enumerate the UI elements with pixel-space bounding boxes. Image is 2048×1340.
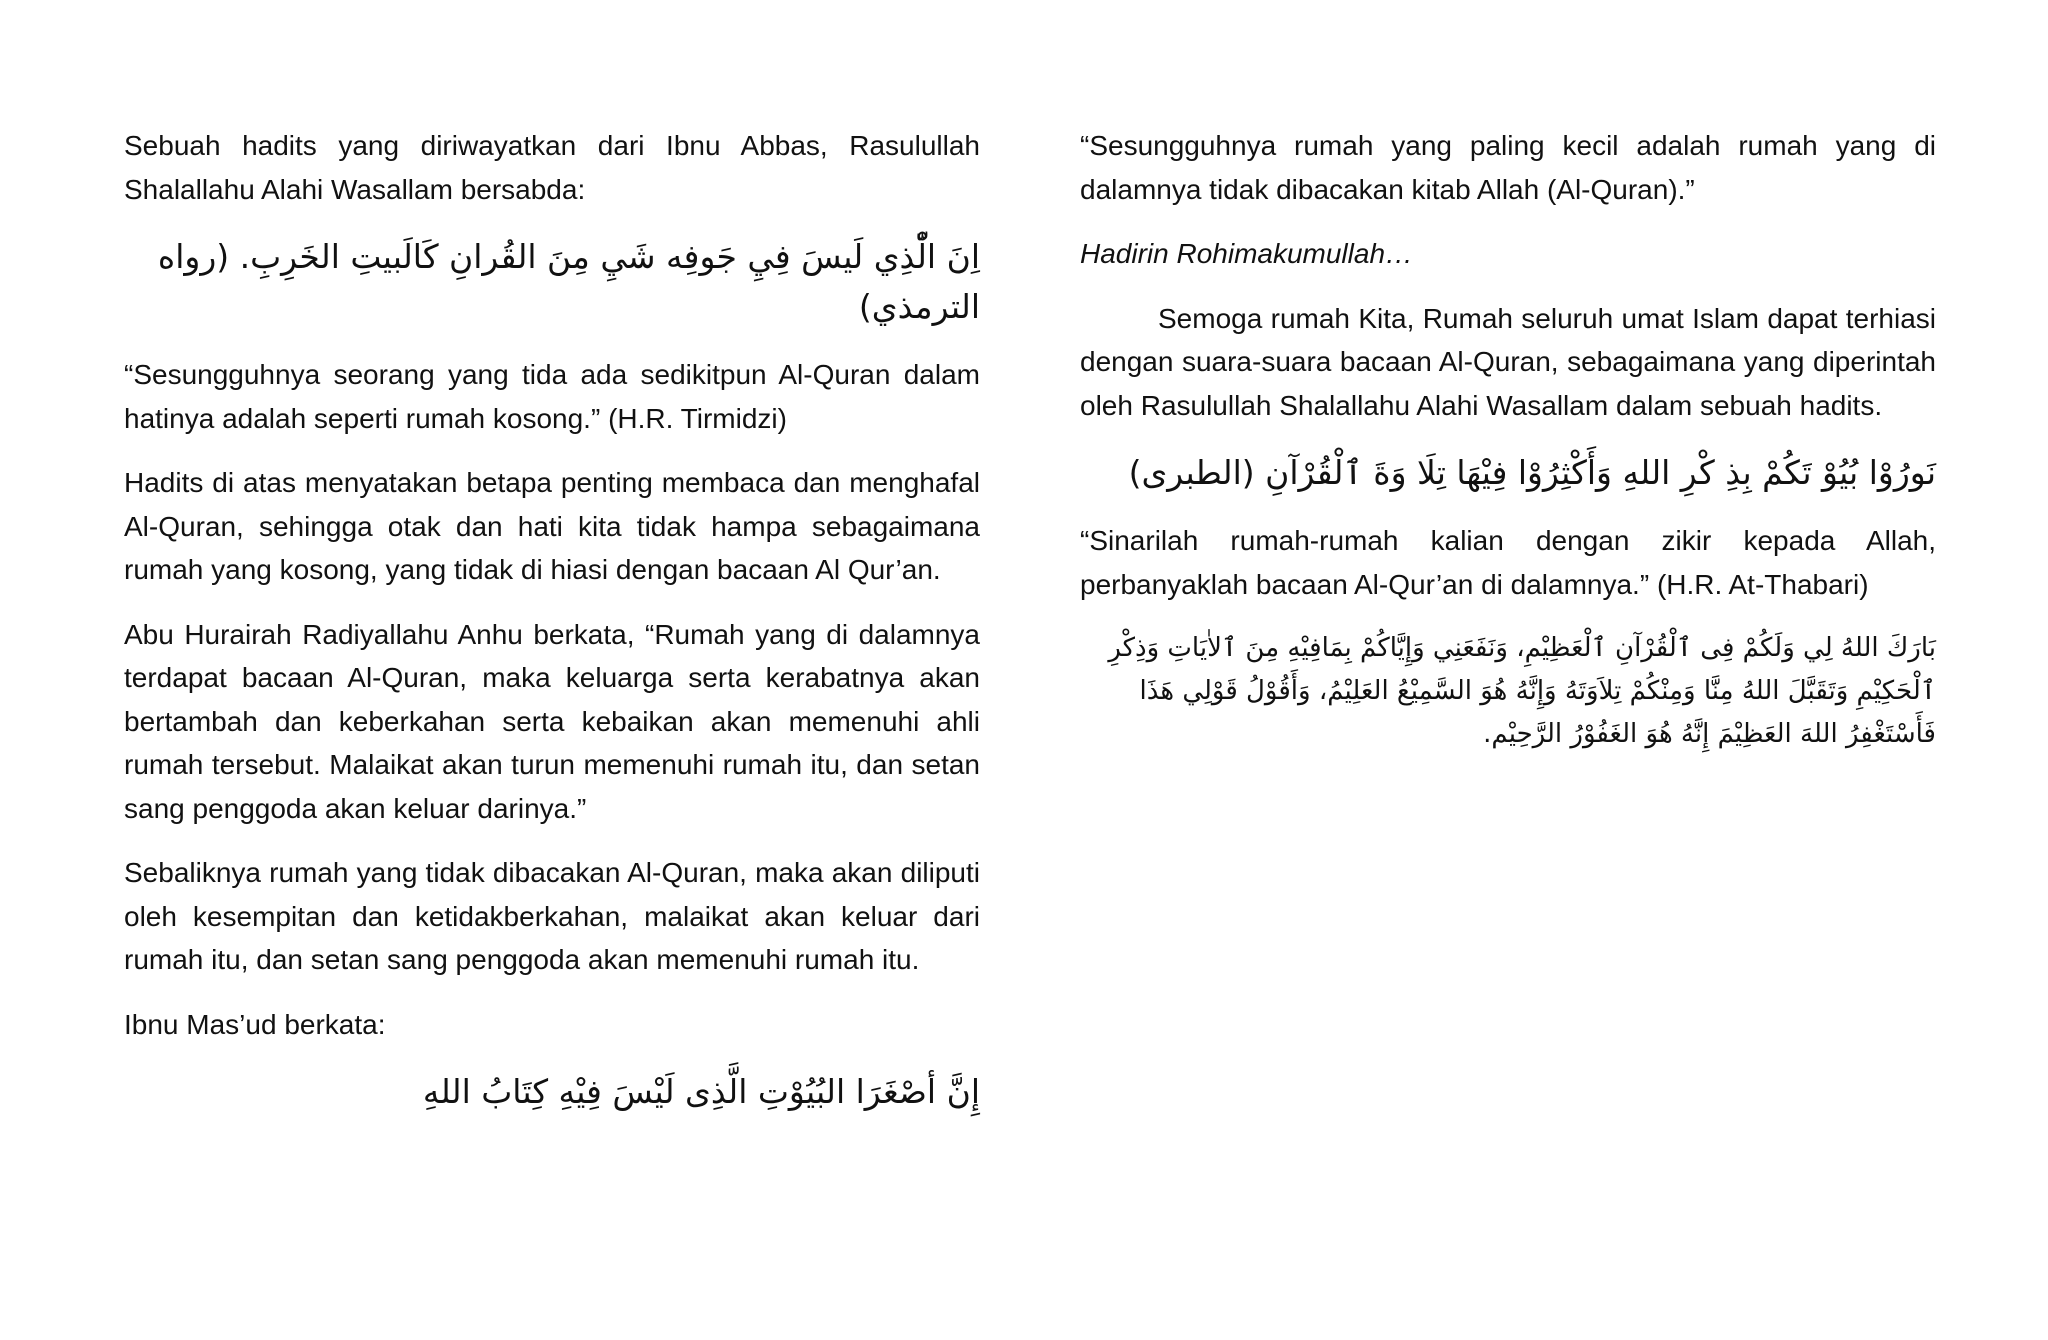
paragraph-hadith-explanation: Hadits di atas menyatakan betapa penting membaca dan menghafal Al-Quran, sehingga otak dan hati kita tidak hampa sebagaimana rumah yang kosong, yang tidak di hiasi dengan bacaan Al Qur’an. (124, 467, 980, 585)
paragraph-thabari-translation: “Sinarilah rumah-rumah kalian dengan zikir kepada Allah, perbanyaklah bacaan Al-Qur’an di dalamnya.” (H.R. At-Thabari) (1080, 525, 1936, 600)
arabic-closing-prayer: بَارَكَ اللهُ لِي وَلَكُمْ فِى ٱلْقُرْآنِ ٱلْعَظِيْمِ، وَنَفَعَنِي وَإِيَّاكُمْ بِمَافِيْهِ مِنَ ٱلاٰيَاتِ وَذِكْرِ ٱلْحَكِيْمِ وَتَقَبَّلَ اللهُ مِنَّا وَمِنْكُمْ تِلاَوَتَهُ وَإِنَّهُ هُوَ السَّمِيْعُ العَلِيْمُ، وَأَقُوْلُ قَوْلِي هَذَا فَأَسْتَغْفِرُ اللهَ العَظِيْمَ إِنَّهُ هُوَ الغَفُوْرُ الرَّحِيْم. (1108, 633, 1936, 749)
paragraph-hadith-translation: “Sesungguhnya seorang yang tida ada sedikitpun Al-Quran dalam hatinya adalah seperti rumah kosong.” (H.R. Tirmidzi) (124, 359, 980, 434)
left-column (124, 124, 980, 1138)
paragraph-hadirin: Hadirin Rohimakumullah… (1080, 238, 1414, 269)
paragraph-hadith-intro: Sebuah hadits yang diriwayatkan dari Ibnu Abbas, Rasulullah Shalallahu Alahi Wasallam bersabda: (124, 130, 980, 205)
arabic-hadith-thabari: نَورُوْا بُيُوْ تَكُمْ بِذِ كْرِ اللهِ وَأَكْثِرُوْا فِيْهَا تِلَا وَةَ ٱلْقُرْآنِ (الطبرى) (1128, 453, 1936, 492)
paragraph-ibnu-masud-translation: “Sesungguhnya rumah yang paling kecil adalah rumah yang di dalamnya tidak dibacakan kitab Allah (Al-Quran).” (1080, 130, 1936, 205)
paragraph-abu-hurairah: Abu Hurairah Radiyallahu Anhu berkata, “Rumah yang di dalamnya terdapat bacaan Al-Quran, maka keluarga serta kerabatnya akan bertambah dan keberkahan serta kebaikan akan memenuhi ahli rumah tersebut. Malaikat akan turun memenuhi rumah itu, dan setan sang penggoda akan keluar darinya.” (124, 618, 980, 824)
paragraph-sebaliknya: Sebaliknya rumah yang tidak dibacakan Al-Quran, maka akan diliputi oleh kesempitan dan ketidakberkahan, malaikat akan keluar dari rumah itu, dan setan sang penggoda akan memenuhi rumah itu. (124, 857, 980, 975)
arabic-hadith-tirmidzi: اِنَ الّْذِي لَيسَ فِيِ جَوفِه شَيِ مِنَ القُرانِ كَالَبيتِ الخَرِبِ. (رواه الترمذي) (157, 237, 980, 326)
arabic-ibnu-masud-quote: إِنَّ أصْغَرَا البُيُوْتِ الَّذِى لَيْسَ فِيْهِ كِتَابُ اللهِ (422, 1072, 980, 1111)
paragraph-semoga: Semoga rumah Kita, Rumah seluruh umat Islam dapat terhiasi dengan suara-suara bacaan Al-Quran, sebagaimana yang diperintah oleh Rasulullah Shalallahu Alahi Wasallam dalam sebuah hadits. (1080, 302, 1936, 421)
paragraph-ibnu-masud: Ibnu Mas’ud berkata: (124, 1008, 386, 1040)
right-column (1080, 124, 1936, 777)
